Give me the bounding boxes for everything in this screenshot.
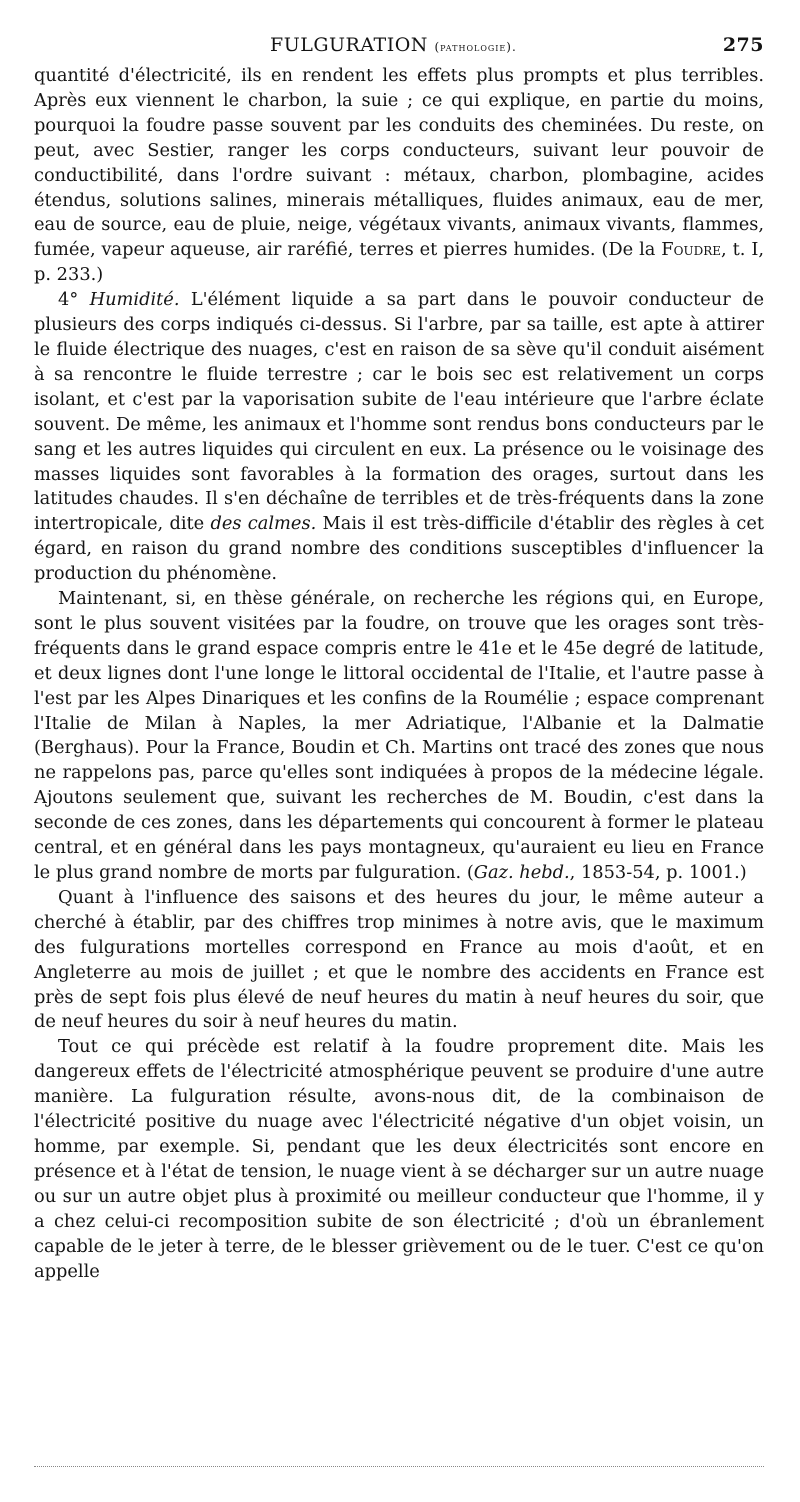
running-header — [34, 34, 764, 56]
text-run: , 1853-54, p. 1001.) — [569, 862, 747, 883]
text-run: 4° — [58, 289, 90, 311]
small-caps-run: Foudre — [661, 239, 722, 261]
running-title-main: FULGURATION — [270, 34, 428, 56]
italic-run: des calmes. — [210, 513, 317, 535]
text-run: Maintenant, si, en thèse générale, on recherche les régions qui, en Europe, sont le plus souvent visitées par la foudre, on trouve que les orages sont très-fréquents dans le grand espace compris entre le 41e et le 45e degré de latitude, et deux lignes dont l'une longe le littoral occidental de l'Italie, et l'autre passe à l'est par les Alpes Dinariques et les confins de la Roumélie ; espace comprenant l'Italie de Milan à Naples, la mer Adriatique, l'Albanie et la Dalmatie (Berghaus). Pour la France, Boudin et Ch. Martins ont tracé des zones que nous ne rappelons pas, parce qu'elles sont indiquées à propos de la médecine légale. Ajoutons seulement que, suivant les recherches de M. Boudin, c'est dans la seconde de ces zones, dans les départements qui concourent à former le plateau central, et en général dans les pays montagneux, qu'auraient eu lieu en France le plus grand nombre de morts par fulguration. ( — [34, 588, 764, 883]
text-run: Mais il est très-difficile d'établir des règles à cet égard, en raison du grand nombre des conditions susceptibles d'influencer la production du phénomène. — [34, 513, 764, 585]
running-title — [34, 34, 723, 56]
page-number: 275 — [722, 34, 764, 56]
bottom-divider — [34, 1466, 764, 1467]
text-run: Quant à l'influence des saisons et des heures du jour, le même auteur a cherché à établir, par des chiffres trop minimes à notre avis, que le maximum des fulgurations mortelles correspond en France au mois d'août, et en Angleterre au mois de juillet ; et que le nombre des accidents en France est près de sept fois plus élevé de neuf heures du matin à neuf heures du soir, que de neuf heures du soir à neuf heures du matin. — [34, 886, 764, 1033]
text-run: quantité d'électricité, ils en rendent les effets plus prompts et plus terribles. Après eux viennent le charbon, la suie ; ce qui explique, en partie du moins, pourquoi la foudre passe souvent par les conduits des cheminées. Du reste, on peut, avec Sestier, ranger les corps conducteurs, suivant leur pouvoir de conductibilité, dans l'ordre suivant : métaux, charbon, plombagine, acides étendus, solutions salines, minerais métalliques, fluides animaux, eau de mer, eau de source, eau de pluie, neige, végétaux vivants, animaux vivants, flammes, fumée, vapeur aqueuse, air raréfié, terres et pierres humides. (De la — [34, 65, 764, 261]
paragraph-1 — [34, 64, 764, 288]
running-title-sub: (pathologie). — [434, 40, 517, 54]
paragraph-4 — [34, 886, 764, 1035]
italic-run: Humidité. — [89, 289, 180, 311]
paragraph-3 — [34, 587, 764, 886]
paragraph-5 — [34, 1035, 764, 1284]
text-run: Tout ce qui précède est relatif à la foudre proprement dite. Mais les dangereux effets de l'électricité atmosphérique peuvent se produire d'une autre manière. La fulguration résulte, avons-nous dit, de la combinaison de l'électricité positive du nuage avec l'électricité négative d'un objet voisin, un homme, par exemple. Si, pendant que les deux électricités sont encore en présence et à l'état de tension, le nuage vient à se décharger sur un autre nuage ou sur un autre objet plus à proximité ou meilleur conducteur que l'homme, il y a chez celui-ci recomposition subite de son électricité ; d'où un ébranlement capable de le jeter à terre, de le blesser grièvement ou de le tuer. C'est ce qu'on appelle — [34, 1036, 764, 1282]
text-run: L'élément liquide a sa part dans le pouvoir conducteur de plusieurs des corps indiqués ci-dessus. Si l'arbre, par sa taille, est apte à attirer le fluide électrique des nuages, c'est en raison de sa sève qu'il conduit aisément à sa rencontre le fluide terrestre ; car le bois sec est relativement un corps isolant, et c'est par la vaporisation subite de l'eau intérieure que l'arbre éclate souvent. De même, les animaux et l'homme sont rendus bons conducteurs par le sang et les autres liquides qui circulent en eux. La présence ou le voisinage des masses liquides sont favorables à la formation des orages, surtout dans les latitudes chaudes. Il s'en déchaîne de terribles et de très-fréquents dans la zone intertropicale, dite — [34, 289, 764, 535]
body-text — [34, 64, 764, 1284]
text-run: , t. I, p. 233.) — [34, 239, 764, 286]
italic-run: Gaz. hebd. — [473, 862, 570, 883]
paragraph-2 — [34, 288, 764, 587]
